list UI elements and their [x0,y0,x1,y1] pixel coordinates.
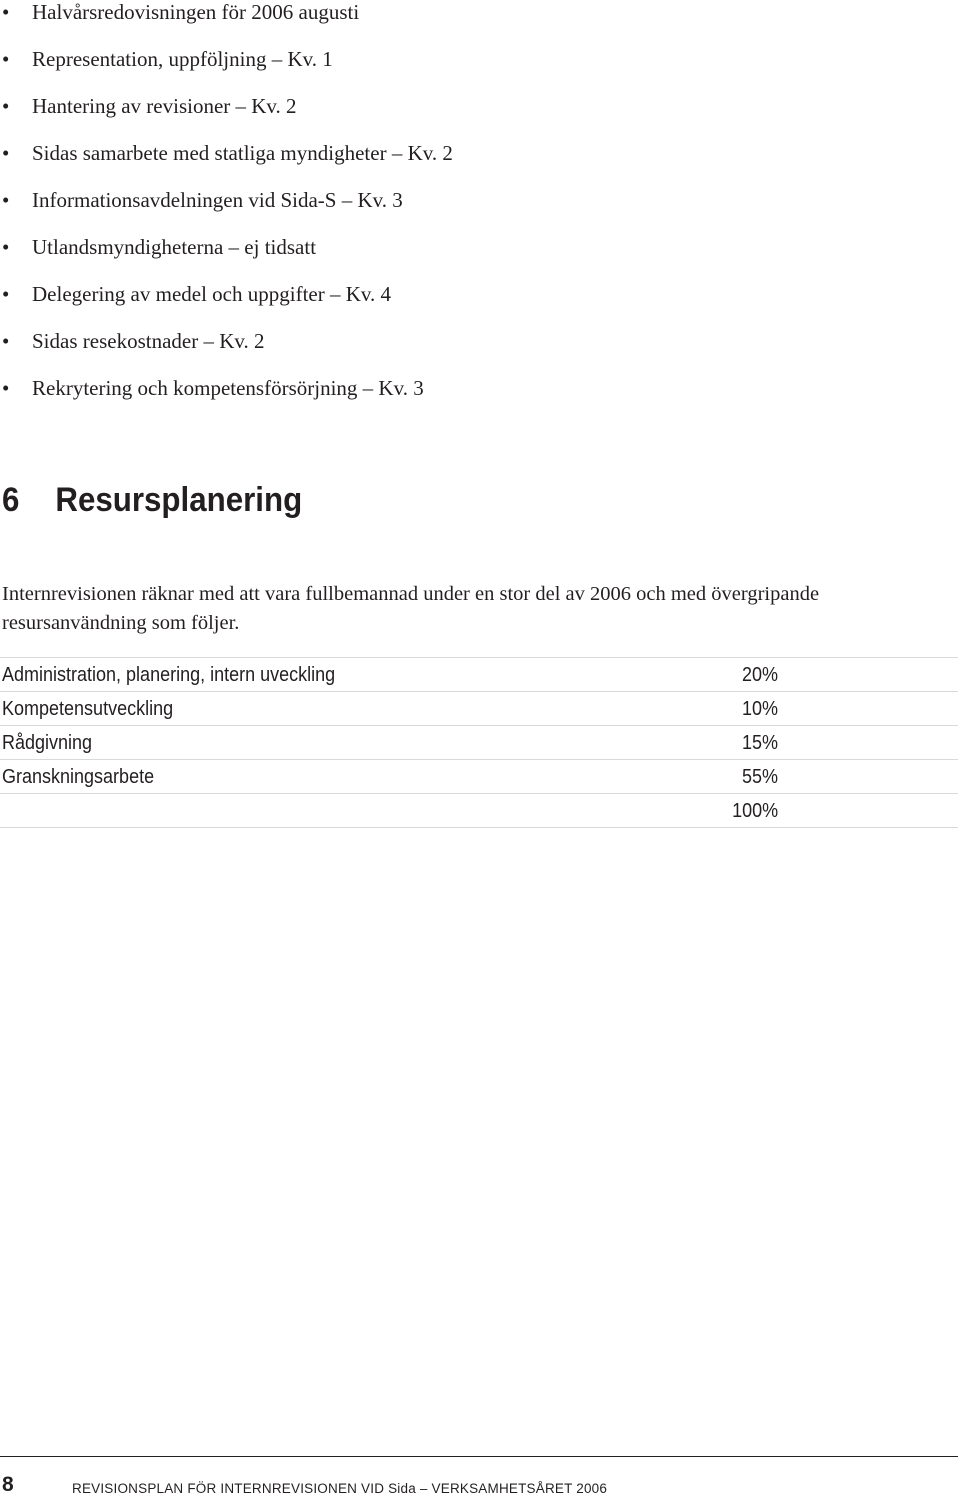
page-number: 8 [2,1473,14,1496]
page-footer [0,1472,958,1498]
bullet-icon: • [2,0,10,24]
list-item [0,235,940,282]
row-percent: 15% [741,732,778,754]
list-item-text: Utlandsmyndigheterna – ej tidsatt [32,235,317,259]
section-heading [2,478,302,522]
list-item [0,188,940,235]
list-item [0,282,940,329]
list-item [0,94,940,141]
section-title: Resursplanering [55,481,303,519]
list-item-text: Sidas samarbete med statliga myndigheter – Kv. 2 [32,141,453,165]
row-percent: 10% [741,698,778,720]
row-label: Kompetensutveckling [2,698,174,720]
list-item [0,0,940,47]
list-item-text: Informationsavdelningen vid Sida-S – Kv. 3 [32,188,403,212]
list-item-text: Delegering av medel och uppgifter – Kv. 4 [32,282,392,306]
row-percent: 55% [741,766,778,788]
table-row [0,726,958,760]
list-item-text: Sidas resekostnader – Kv. 2 [32,329,265,353]
list-item-text: Representation, uppföljning – Kv. 1 [32,47,333,71]
bullet-icon: • [2,282,10,306]
table-row [0,658,958,692]
list-item-text: Hantering av revisioner – Kv. 2 [32,94,297,118]
list-item [0,141,940,188]
total-row [0,794,958,828]
bullet-icon: • [2,94,10,118]
bullet-icon: • [2,329,10,353]
table-row [0,692,958,726]
list-item [0,47,940,94]
list-item-text: Rekrytering och kompetensförsörjning – Kv. 3 [32,376,424,400]
table-row [0,760,958,794]
bullet-icon: • [2,47,10,71]
row-label: Granskningsarbete [2,766,155,788]
resource-allocation-table [0,657,958,828]
task-list [0,0,940,423]
row-label: Rådgivning [2,732,93,754]
section-number: 6 [2,481,20,519]
row-label: Administration, planering, intern uveckling [2,664,336,686]
total-percent: 100% [731,800,778,822]
footer-divider [0,1456,958,1457]
list-item [0,376,940,423]
list-item [0,329,940,376]
row-percent: 20% [741,664,778,686]
bullet-icon: • [2,376,10,400]
bullet-icon: • [2,235,10,259]
intro-paragraph: Internrevisionen räknar med att vara fullbemannad under en stor del av 2006 och med övergripande resursanvändning som följer. [2,583,820,634]
bullet-icon: • [2,188,10,212]
list-item-text: Halvårsredovisningen för 2006 augusti [32,0,360,24]
bullet-icon: • [2,141,10,165]
running-title: REVISIONSPLAN FÖR INTERNREVISIONEN VID Sida – VERKSAMHETSÅRET 2006 [72,1481,608,1496]
